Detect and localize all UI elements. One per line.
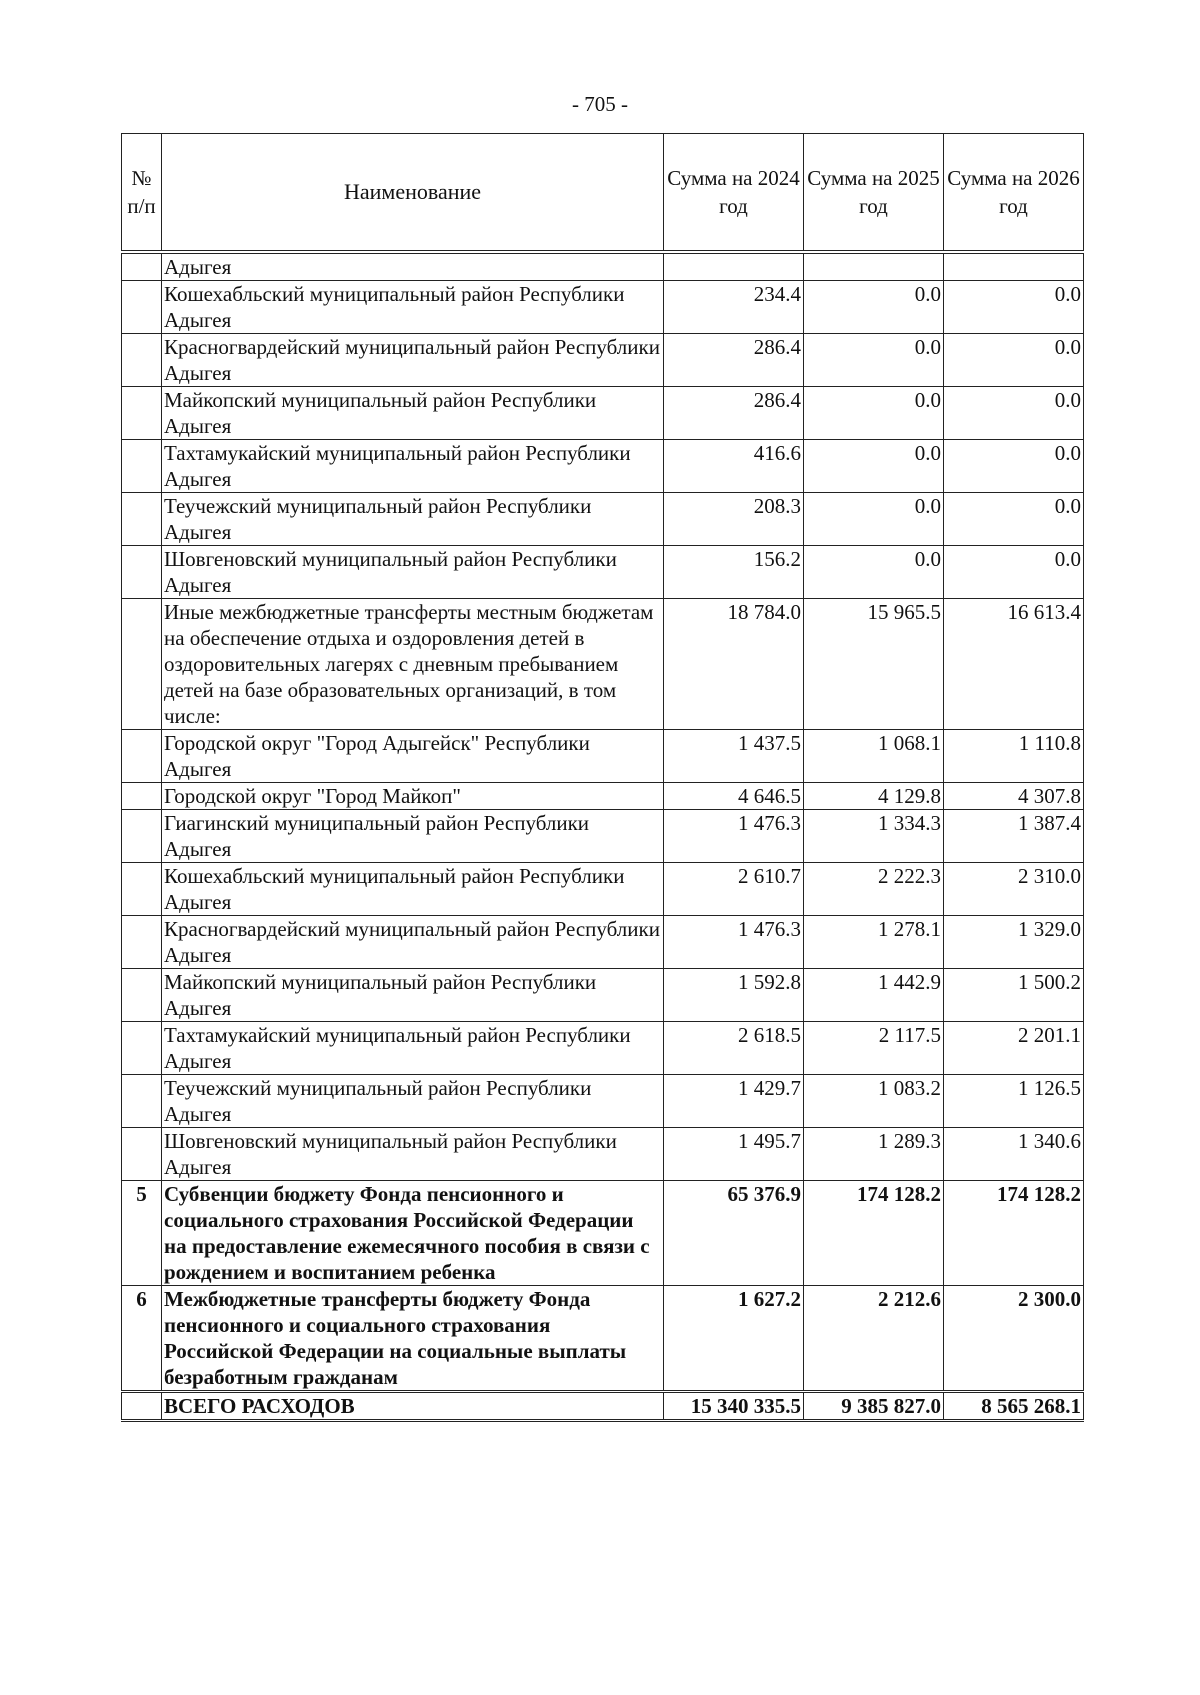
row-num xyxy=(122,863,162,916)
table-row xyxy=(122,493,1084,546)
row-2025: 1 442.9 xyxy=(804,969,944,1022)
row-2026: 0.0 xyxy=(944,493,1084,546)
row-2024: 1 429.7 xyxy=(664,1075,804,1128)
row-2024: 1 476.3 xyxy=(664,916,804,969)
row-num xyxy=(122,810,162,863)
row-2025: 1 083.2 xyxy=(804,1075,944,1128)
row-2024: 416.6 xyxy=(664,440,804,493)
row-2024: 208.3 xyxy=(664,493,804,546)
row-2025: 15 965.5 xyxy=(804,599,944,730)
table-row xyxy=(122,1075,1084,1128)
row-2026: 1 329.0 xyxy=(944,916,1084,969)
row-2024 xyxy=(664,252,804,281)
row-2024: 1 495.7 xyxy=(664,1128,804,1181)
table-row xyxy=(122,440,1084,493)
table-row xyxy=(122,783,1084,810)
table-row xyxy=(122,863,1084,916)
header-num: № п/п xyxy=(122,134,162,253)
header-name: Наименование xyxy=(162,134,664,253)
row-num xyxy=(122,783,162,810)
header-2026: Сумма на 2026 год xyxy=(944,134,1084,253)
row-2026: 0.0 xyxy=(944,440,1084,493)
row-num xyxy=(122,252,162,281)
row-num xyxy=(122,1075,162,1128)
row-2026: 1 110.8 xyxy=(944,730,1084,783)
row-2025: 2 222.3 xyxy=(804,863,944,916)
row-2026: 1 126.5 xyxy=(944,1075,1084,1128)
header-2025: Сумма на 2025 год xyxy=(804,134,944,253)
row-2024: 1 476.3 xyxy=(664,810,804,863)
row-2026: 174 128.2 xyxy=(944,1181,1084,1286)
table-row xyxy=(122,387,1084,440)
row-name: Межбюджетные трансферты бюджету Фонда пенсионного и социального страхования Российской Федерации на социальные выплаты безработным гражданам xyxy=(162,1286,664,1392)
row-name: Тахтамукайский муниципальный район Республики Адыгея xyxy=(162,1022,664,1075)
budget-table xyxy=(121,133,1084,1422)
row-2024: 1 437.5 xyxy=(664,730,804,783)
table-row xyxy=(122,281,1084,334)
row-2024: 2 618.5 xyxy=(664,1022,804,1075)
row-2024: 4 646.5 xyxy=(664,783,804,810)
table-row xyxy=(122,1022,1084,1075)
table-body xyxy=(122,252,1084,1392)
row-2025: 0.0 xyxy=(804,546,944,599)
row-2025: 2 117.5 xyxy=(804,1022,944,1075)
row-2025: 1 068.1 xyxy=(804,730,944,783)
row-2026: 0.0 xyxy=(944,281,1084,334)
row-num xyxy=(122,440,162,493)
row-num xyxy=(122,546,162,599)
row-num xyxy=(122,334,162,387)
row-2024: 234.4 xyxy=(664,281,804,334)
row-num xyxy=(122,387,162,440)
row-name: Гиагинский муниципальный район Республики Адыгея xyxy=(162,810,664,863)
page-number: - 705 - xyxy=(572,92,628,116)
row-name: Тахтамукайский муниципальный район Республики Адыгея xyxy=(162,440,664,493)
row-2024: 2 610.7 xyxy=(664,863,804,916)
row-name: Красногвардейский муниципальный район Республики Адыгея xyxy=(162,916,664,969)
table-row xyxy=(122,252,1084,281)
row-2025: 1 334.3 xyxy=(804,810,944,863)
row-2024: 1 627.2 xyxy=(664,1286,804,1392)
table-row xyxy=(122,730,1084,783)
row-2024: 156.2 xyxy=(664,546,804,599)
table-row xyxy=(122,810,1084,863)
row-name: Городской округ "Город Майкоп" xyxy=(162,783,664,810)
row-2025: 4 129.8 xyxy=(804,783,944,810)
row-2024: 286.4 xyxy=(664,387,804,440)
row-2026: 0.0 xyxy=(944,334,1084,387)
row-2024: 65 376.9 xyxy=(664,1181,804,1286)
table-row xyxy=(122,1181,1084,1286)
row-name: Шовгеновский муниципальный район Республики Адыгея xyxy=(162,1128,664,1181)
row-num xyxy=(122,493,162,546)
row-2024: 18 784.0 xyxy=(664,599,804,730)
row-name: Кошехабльский муниципальный район Республики Адыгея xyxy=(162,281,664,334)
table-row xyxy=(122,334,1084,387)
row-2026: 4 307.8 xyxy=(944,783,1084,810)
row-name: Субвенции бюджету Фонда пенсионного и социального страхования Российской Федерации на предоставление ежемесячного пособия в связи с рождением и воспитанием ребенка xyxy=(162,1181,664,1286)
total-2024: 15 340 335.5 xyxy=(664,1392,804,1421)
row-2025: 0.0 xyxy=(804,493,944,546)
row-2026: 0.0 xyxy=(944,546,1084,599)
row-2025: 0.0 xyxy=(804,281,944,334)
row-2025: 1 278.1 xyxy=(804,916,944,969)
table-row xyxy=(122,1286,1084,1392)
total-label: ВСЕГО РАСХОДОВ xyxy=(162,1392,664,1421)
row-2026: 2 201.1 xyxy=(944,1022,1084,1075)
row-name: Шовгеновский муниципальный район Республики Адыгея xyxy=(162,546,664,599)
table-row xyxy=(122,916,1084,969)
total-row xyxy=(122,1392,1084,1421)
row-2026: 2 310.0 xyxy=(944,863,1084,916)
row-num: 5 xyxy=(122,1181,162,1286)
row-num xyxy=(122,599,162,730)
row-num xyxy=(122,281,162,334)
table-row xyxy=(122,599,1084,730)
table-row xyxy=(122,1128,1084,1181)
row-num xyxy=(122,969,162,1022)
row-2025: 0.0 xyxy=(804,440,944,493)
row-2026: 1 500.2 xyxy=(944,969,1084,1022)
row-num: 6 xyxy=(122,1286,162,1392)
row-num xyxy=(122,916,162,969)
row-2025: 0.0 xyxy=(804,334,944,387)
row-name: Майкопский муниципальный район Республики Адыгея xyxy=(162,969,664,1022)
total-num xyxy=(122,1392,162,1421)
row-2026: 1 340.6 xyxy=(944,1128,1084,1181)
row-2024: 1 592.8 xyxy=(664,969,804,1022)
row-2025: 1 289.3 xyxy=(804,1128,944,1181)
table-header xyxy=(122,134,1084,253)
row-name: Красногвардейский муниципальный район Республики Адыгея xyxy=(162,334,664,387)
row-num xyxy=(122,1128,162,1181)
row-name: Теучежский муниципальный район Республики Адыгея xyxy=(162,493,664,546)
row-num xyxy=(122,730,162,783)
row-name: Иные межбюджетные трансферты местным бюджетам на обеспечение отдыха и оздоровления детей в оздоровительных лагерях с дневным пребыванием детей на базе образовательных организаций, в том числе: xyxy=(162,599,664,730)
table-row xyxy=(122,546,1084,599)
row-2025: 0.0 xyxy=(804,387,944,440)
row-2026: 16 613.4 xyxy=(944,599,1084,730)
row-name: Адыгея xyxy=(162,252,664,281)
total-2025: 9 385 827.0 xyxy=(804,1392,944,1421)
row-2025 xyxy=(804,252,944,281)
row-2026: 1 387.4 xyxy=(944,810,1084,863)
table-row xyxy=(122,969,1084,1022)
row-name: Городской округ "Город Адыгейск" Республики Адыгея xyxy=(162,730,664,783)
row-2026: 0.0 xyxy=(944,387,1084,440)
header-2024: Сумма на 2024 год xyxy=(664,134,804,253)
row-name: Теучежский муниципальный район Республики Адыгея xyxy=(162,1075,664,1128)
total-2026: 8 565 268.1 xyxy=(944,1392,1084,1421)
row-2024: 286.4 xyxy=(664,334,804,387)
row-2025: 2 212.6 xyxy=(804,1286,944,1392)
row-name: Майкопский муниципальный район Республики Адыгея xyxy=(162,387,664,440)
row-2026: 2 300.0 xyxy=(944,1286,1084,1392)
row-2025: 174 128.2 xyxy=(804,1181,944,1286)
row-num xyxy=(122,1022,162,1075)
row-name: Кошехабльский муниципальный район Республики Адыгея xyxy=(162,863,664,916)
row-2026 xyxy=(944,252,1084,281)
